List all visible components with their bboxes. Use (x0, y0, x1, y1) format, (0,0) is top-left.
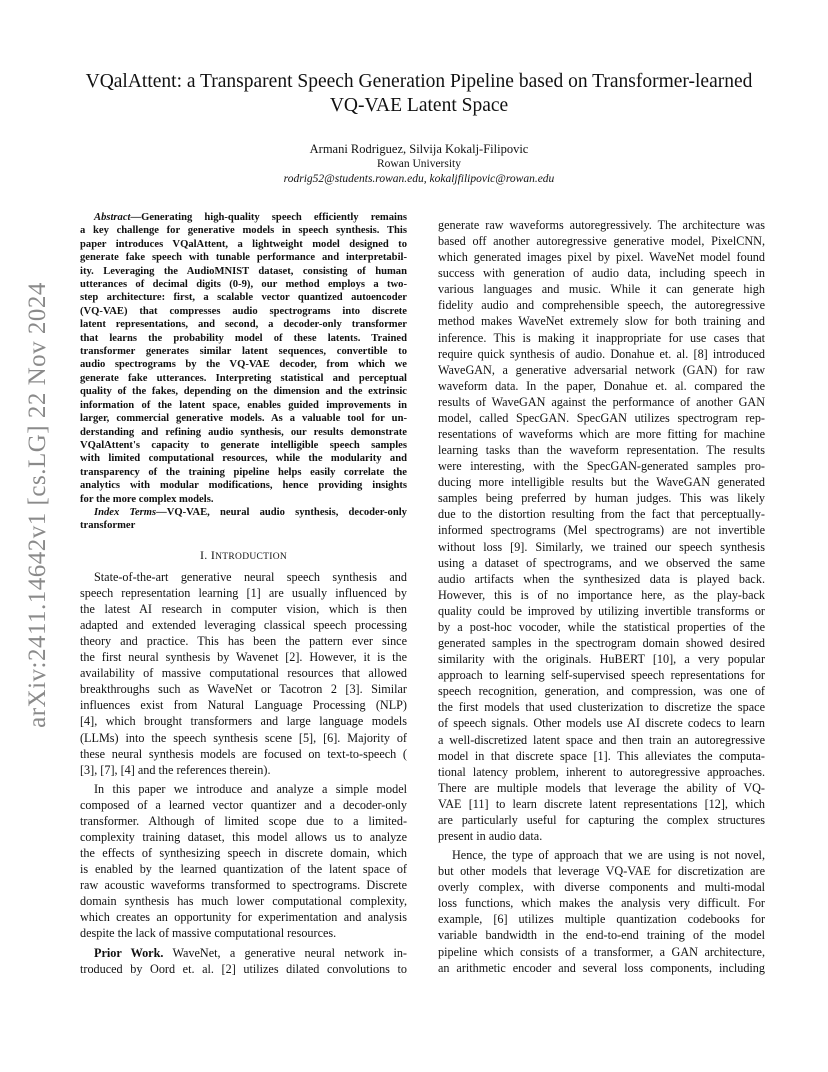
abstract-label: Abstract (94, 212, 131, 223)
abstract-line: information of the latent space, enables guided improvements in (80, 399, 407, 411)
abstract-line: quality of the fakes, depending on the dimension and the extrinsic (80, 386, 407, 398)
body-line: samples being preferred by human judges. This was likely (438, 491, 765, 506)
body-line: success with generation of audio data, including speech in (438, 266, 765, 281)
body-line: quality could be improved by utilizing invertible transforms or (438, 603, 765, 618)
body-line: a well-discretized latent space and then train an autoregressive (438, 732, 765, 747)
abstract-line: with limited computational resources, while the modularity and (80, 453, 407, 465)
abstract-line: audio spectrograms by the VQ-VAE decoder, from which we (80, 359, 407, 371)
body-line: VAE [11] to learn discrete latent representations [12], which (438, 796, 765, 811)
abstract-line: paper introduces VQalAttent, a lightweight model designed to (80, 238, 407, 250)
body-line: without loss [9]. Similarly, we trained our speech synthesis (438, 539, 765, 554)
title-line-1: VQalAttent: a Transparent Speech Generation Pipeline based on Transformer-learned (85, 71, 753, 92)
body-line: the first models that used clusterization to discretize the space (438, 700, 765, 715)
abstract-body (80, 224, 407, 506)
intro-line: speech representation learning [1] are usually influenced by (80, 585, 407, 600)
body-line: were interesting, with the SpecGAN-generated samples pro- (438, 459, 765, 474)
intro-line: In this paper we introduce and analyze a simple model (94, 781, 407, 796)
abstract-line: larger, commercial generative models. As a valuable tool for un- (80, 413, 407, 425)
affiliation: Rowan University (376, 158, 461, 170)
abstract-line: analytics with modular modifications, hence providing insights (80, 480, 407, 492)
intro-line: adapted and extended leveraging classical speech processing (80, 617, 407, 632)
body-line: using a dataset of spectrograms, and we observed the same (438, 555, 765, 570)
abstract-line: step architecture: first, a scalable vector quantized autoencoder (80, 292, 407, 304)
body-line: method makes WaveNet extremely slow for both training and (438, 314, 765, 329)
body-line: by a post-hoc vocoder, while the statistical properties of the (438, 619, 765, 634)
body-line: model, called SpecGAN. SpecGAN utilizes spectrogram rep- (438, 410, 765, 425)
intro-line: [3], [7], [4] and the references therein). (80, 762, 271, 777)
body-line: due to the distortion resulting from the fact that perceptually- (438, 507, 765, 522)
intro-line: is enabled by the learned quantization of the latent space of (80, 862, 407, 877)
body-line: audio artifacts when the synthesized data is played back. (438, 571, 765, 586)
body-line: fidelity audio and comprehensible speech, the autoregressive (438, 298, 765, 313)
index-terms-line: transformer (80, 520, 136, 532)
body-line: overly complex, with diverse components and multi-modal (438, 880, 765, 895)
intro-line: despite the lack of massive computational resources. (80, 926, 337, 941)
intro-line: State-of-the-art generative neural speech synthesis and (94, 569, 407, 584)
body-line: resentations of waveforms which are more fitting for machine (438, 427, 765, 442)
intro-paragraph-2 (80, 781, 407, 942)
left-column (80, 211, 407, 977)
body-line: WaveGAN, a generative adversarial network (GAN) for raw (438, 362, 765, 377)
body-line: informed spectrograms (Mel spectrograms) are not invertible (438, 523, 765, 538)
abstract (80, 211, 407, 533)
body-line: generated samples in the spectrogram domain showed desired (438, 636, 765, 651)
intro-line: the first neural synthesis by Wavenet [2]. However, it is the (80, 650, 407, 665)
abstract-line: VQalAttent's capacity to generate intelligible speech samples (80, 439, 407, 451)
paper-title (74, 70, 764, 118)
right-column (438, 217, 765, 976)
abstract-line: (VQ-VAE) that compresses audio spectrograms into discrete (80, 305, 407, 317)
intro-body (80, 569, 407, 977)
body-line: However, this is of no importance here, as the play-back (438, 587, 765, 602)
body-line: require quick synthesis of audio. Donahue et. al. [8] introduced (438, 346, 765, 361)
abstract-text: —Generating high-quality speech efficiently remains (130, 212, 407, 223)
abstract-line: generate fake utterances. Interpreting statistical and perceptual (80, 372, 407, 384)
intro-line: influences exist from Natural Language Processing (NLP) (80, 698, 407, 713)
abstract-line: ity. Leveraging the AudioMNIST dataset, consisting of human (80, 265, 407, 277)
body-line: approach to learning self-supervised speech representations for (438, 668, 765, 683)
abstract-line (80, 211, 407, 224)
body-line: of speech signals. Other models use AI discrete codecs to learn (438, 716, 765, 731)
body-line: various languages and music. While it can generate high (438, 282, 765, 297)
arxiv-stamp-text: arXiv:2411.14642v1 [cs.LG] 22 Nov 2024 (24, 282, 51, 728)
abstract-line: generate fake speech with tunable performance and interpretabil- (80, 252, 407, 264)
body-line: which generated images pixel by pixel. WaveNet model found (438, 250, 765, 265)
intro-line: complexity training dataset, this model allows us to analyze (80, 830, 407, 844)
abstract-line: transparency of the training pipeline helps easily correlate the (80, 466, 407, 478)
intro-line: breakthroughs such as WaveNet or Tacotron 2 [3]. Similar (80, 682, 407, 697)
body-line: inference. This is making it inappropriate for use cases that (438, 330, 765, 345)
section-heading (80, 547, 407, 563)
right-paragraph-2 (438, 847, 765, 976)
abstract-line: that learns the probability model of these latents. Trained (80, 332, 407, 344)
abstract-line: for the more complex models. (80, 493, 214, 505)
body-line: speech recognition, generation, and compression, was one of (438, 684, 765, 699)
body-line: pipeline which consists of a transformer, a GAN architecture, (438, 944, 765, 959)
abstract-line: utterances of decimal digits (0-9), our method employs a two- (80, 279, 407, 291)
intro-line: these neural synthesis models are focused on text-to-speech ( (80, 746, 407, 761)
body-line: loss functions, which makes the analysis very difficult. For (438, 896, 765, 911)
body-line: learning tasks than the waveform representation. The results (438, 443, 765, 458)
intro-line: the latest AI research in computer vision, which is then (80, 601, 407, 616)
prior-work-line: troduced by Oord et. al. [2] utilizes dilated convolutions to (80, 961, 407, 976)
intro-line: availability of massive computational resources that allowed (80, 666, 407, 681)
intro-line: transformer. Although of limited scope due to a limited- (80, 813, 407, 828)
body-line: but other models that leverage VQ-VAE for discretization are (438, 864, 765, 879)
body-line: waveform data. In the paper, Donahue et. al. compared the (438, 378, 765, 393)
emails: rodrig52@students.rowan.edu, kokaljfilipovic@rowan.edu (283, 173, 555, 185)
right-paragraph-1 (438, 217, 765, 844)
body-line: ducing more intelligible results but the WaveGAN generated (438, 475, 765, 490)
index-terms-line: Index Terms—VQ-VAE, neural audio synthesis, decoder-only (94, 506, 407, 518)
abstract-line: a key challenge for generative models in speech synthesis. This (80, 225, 407, 237)
body-line: example, [6] utilizes multiple quantization codebooks for (438, 912, 765, 927)
prior-work-label: Prior Work. (94, 945, 164, 960)
body-line: generate raw waveforms autoregressively. The architecture was (438, 218, 765, 232)
body-line: There are multiple models that leverage the ability of VQ- (438, 780, 765, 795)
body-line: Hence, the type of approach that we are using is not novel, (452, 848, 765, 863)
authors: Armani Rodriguez, Silvija Kokalj-Filipovic (309, 142, 529, 156)
body-line: an arithmetic encoder and several loss components, including (438, 960, 765, 975)
intro-line: the effects of synthesizing speech in discrete domain, which (80, 846, 407, 861)
intro-line: theory and practice. This has been the pattern ever since (80, 634, 407, 649)
abstract-line: derstanding and refining audio synthesis, our results demonstrate (80, 426, 407, 438)
prior-work-line: Prior Work. WaveNet, a generative neural network in- (94, 945, 407, 960)
title-line-2: VQ-VAE Latent Space (329, 95, 509, 116)
intro-line: raw acoustic waveforms transformed to spectrograms. Discrete (80, 878, 407, 893)
body-line: model in that discrete space [1]. This alleviates the computa- (438, 748, 765, 763)
intro-paragraph-1 (80, 569, 407, 778)
body-line: similarity with the originals. HuBERT [10], a very popular (438, 652, 765, 667)
abstract-line: latent representations, and second, a decoder-only transformer (80, 319, 407, 331)
arxiv-stamp (16, 245, 60, 765)
intro-line: which creates an opportunity for experimentation and analysis (80, 910, 407, 925)
body-line: are particularly useful for capturing the complex structures (438, 812, 765, 827)
body-line: tional latency problem, inherent to autoregressive approaches. (438, 764, 765, 779)
body-line: results of WaveGAN against the performance of another GAN (438, 394, 765, 409)
intro-line: composed of a learned vector quantizer and a decoder-only (80, 797, 407, 812)
index-terms-label: Index Terms (94, 506, 157, 518)
body-line: based off another autoregressive generative model, PixelCNN, (438, 234, 765, 249)
body-line: present in audio data. (438, 828, 543, 843)
abstract-line: transformer generates similar latent sequences, convertible to (80, 346, 407, 358)
section-heading-text: I. INTRODUCTION (199, 547, 288, 562)
intro-line: [4], which brought transformers and large language models (80, 714, 407, 729)
intro-line: domain synthesis has much lower computational complexity, (80, 894, 407, 909)
body-line: variable bandwidth in the end-to-end training of the model (438, 928, 765, 943)
intro-line: (LLMs) into the speech synthesis scene [5], [6]. Majority of (80, 730, 407, 745)
